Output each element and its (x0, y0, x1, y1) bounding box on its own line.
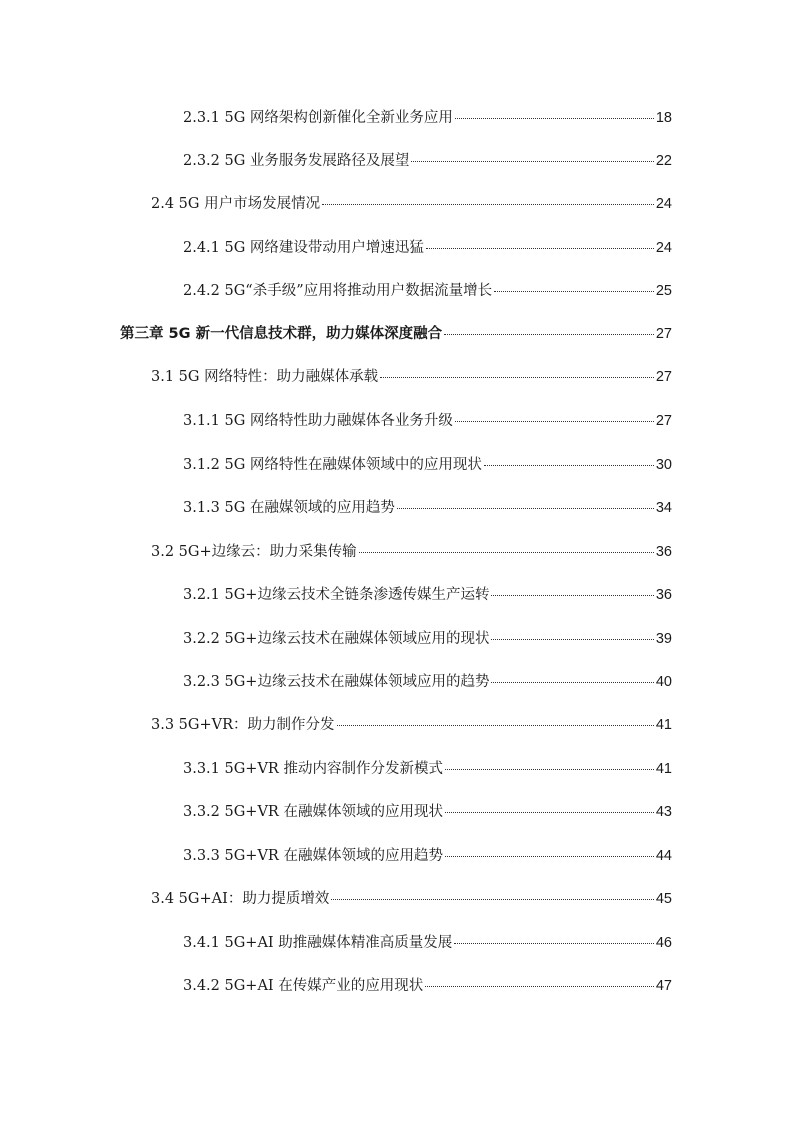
dot-leader (380, 376, 654, 378)
toc-entry-page: 41 (655, 717, 672, 733)
toc-entry-title: 3.3.3 5G+VR 在融媒体领域的应用趋势 (183, 848, 443, 864)
dot-leader (337, 724, 654, 726)
dot-leader (494, 290, 654, 292)
toc-entry-title: 3.1.1 5G 网络特性助力融媒体各业务升级 (183, 413, 453, 429)
toc-entry-page: 47 (655, 978, 672, 994)
toc-entry-title: 3.2.2 5G+边缘云技术在融媒体领域应用的现状 (183, 631, 490, 647)
toc-entry-page: 24 (655, 240, 672, 256)
toc-entry-title: 第三章 5G 新一代信息技术群，助力媒体深度融合 (120, 326, 443, 342)
toc-entry[interactable] (183, 846, 672, 866)
toc-entry-title: 3.4 5G+AI：助力提质增效 (151, 891, 330, 907)
toc-entry-title: 3.3.1 5G+VR 推动内容制作分发新模式 (183, 761, 443, 777)
toc-entry-page: 30 (655, 457, 672, 473)
toc-entry-page: 41 (655, 761, 672, 777)
dot-leader (454, 942, 654, 944)
toc-entry-title: 2.3.2 5G 业务服务发展路径及展望 (183, 153, 410, 169)
toc-entry-title: 2.3.1 5G 网络架构创新催化全新业务应用 (183, 110, 453, 126)
toc-entry[interactable] (151, 889, 672, 909)
dot-leader (322, 203, 654, 205)
toc-entry[interactable] (183, 802, 672, 822)
dot-leader (491, 681, 653, 683)
toc-entry-title: 2.4 5G 用户市场发展情况 (151, 196, 321, 212)
toc-entry[interactable] (151, 194, 672, 214)
toc-entry-page: 36 (655, 544, 672, 560)
toc-entry-page: 36 (655, 587, 672, 603)
toc-entry-page: 40 (655, 674, 672, 690)
toc-entry[interactable] (183, 759, 672, 779)
toc-entry[interactable] (151, 542, 672, 562)
toc-entry-page: 39 (655, 631, 672, 647)
toc-entry-title: 3.3 5G+VR：助力制作分发 (151, 717, 335, 733)
dot-leader (445, 811, 654, 813)
dot-leader (444, 333, 654, 335)
toc-entry-chapter[interactable] (120, 324, 672, 344)
dot-leader (426, 247, 654, 249)
toc-entry[interactable] (183, 411, 672, 431)
dot-leader (445, 768, 654, 770)
toc-entry-title: 3.4.1 5G+AI 助推融媒体精准高质量发展 (183, 935, 453, 951)
toc-entry-page: 25 (655, 283, 672, 299)
toc-entry[interactable] (151, 367, 672, 387)
toc-entry-title: 3.1.3 5G 在融媒领域的应用趋势 (183, 500, 395, 516)
toc-entry-title: 2.4.1 5G 网络建设带动用户增速迅猛 (183, 240, 424, 256)
toc-entry[interactable] (183, 933, 672, 953)
toc-entry-title: 3.3.2 5G+VR 在融媒体领域的应用现状 (183, 804, 443, 820)
toc-entry-page: 27 (655, 369, 672, 385)
toc-entry-title: 3.2.3 5G+边缘云技术在融媒体领域应用的趋势 (183, 674, 490, 690)
toc-entry-title: 3.2 5G+边缘云：助力采集传输 (151, 544, 357, 560)
dot-leader (397, 507, 654, 509)
dot-leader (491, 638, 653, 640)
toc-entry-page: 27 (655, 413, 672, 429)
toc-entry-page: 46 (655, 935, 672, 951)
toc-entry[interactable] (183, 108, 672, 128)
toc-entry-title: 3.2.1 5G+边缘云技术全链条渗透传媒生产运转 (183, 587, 490, 603)
toc-entry-title: 2.4.2 5G“杀手级”应用将推动用户数据流量增长 (183, 283, 493, 299)
toc-entry[interactable] (183, 455, 672, 475)
toc-entry-title: 3.1 5G 网络特性：助力融媒体承载 (151, 369, 379, 385)
dot-leader (411, 160, 653, 162)
dot-leader (445, 855, 654, 857)
toc-entry[interactable] (183, 672, 672, 692)
toc-entry-page: 45 (655, 891, 672, 907)
toc-entry[interactable] (183, 281, 672, 301)
toc-entry-title: 3.4.2 5G+AI 在传媒产业的应用现状 (183, 978, 424, 994)
toc-entry-page: 18 (655, 110, 672, 126)
toc-entry-page: 24 (655, 196, 672, 212)
dot-leader (455, 420, 654, 422)
toc-entry[interactable] (183, 976, 672, 996)
toc-entry-page: 44 (655, 848, 672, 864)
toc-entry-page: 22 (655, 153, 672, 169)
dot-leader (484, 464, 654, 466)
toc-entry-page: 27 (655, 326, 672, 342)
toc-entry[interactable] (151, 715, 672, 735)
dot-leader (359, 551, 654, 553)
dot-leader (425, 985, 654, 987)
toc-entry[interactable] (183, 151, 672, 171)
toc-entry[interactable] (183, 629, 672, 649)
toc-entry[interactable] (183, 585, 672, 605)
dot-leader (331, 898, 654, 900)
toc-entry-page: 34 (655, 500, 672, 516)
toc-entry[interactable] (183, 238, 672, 258)
dot-leader (455, 117, 654, 119)
toc-entry-page: 43 (655, 804, 672, 820)
dot-leader (491, 594, 653, 596)
toc-entry-title: 3.1.2 5G 网络特性在融媒体领域中的应用现状 (183, 457, 482, 473)
toc-entry[interactable] (183, 498, 672, 518)
